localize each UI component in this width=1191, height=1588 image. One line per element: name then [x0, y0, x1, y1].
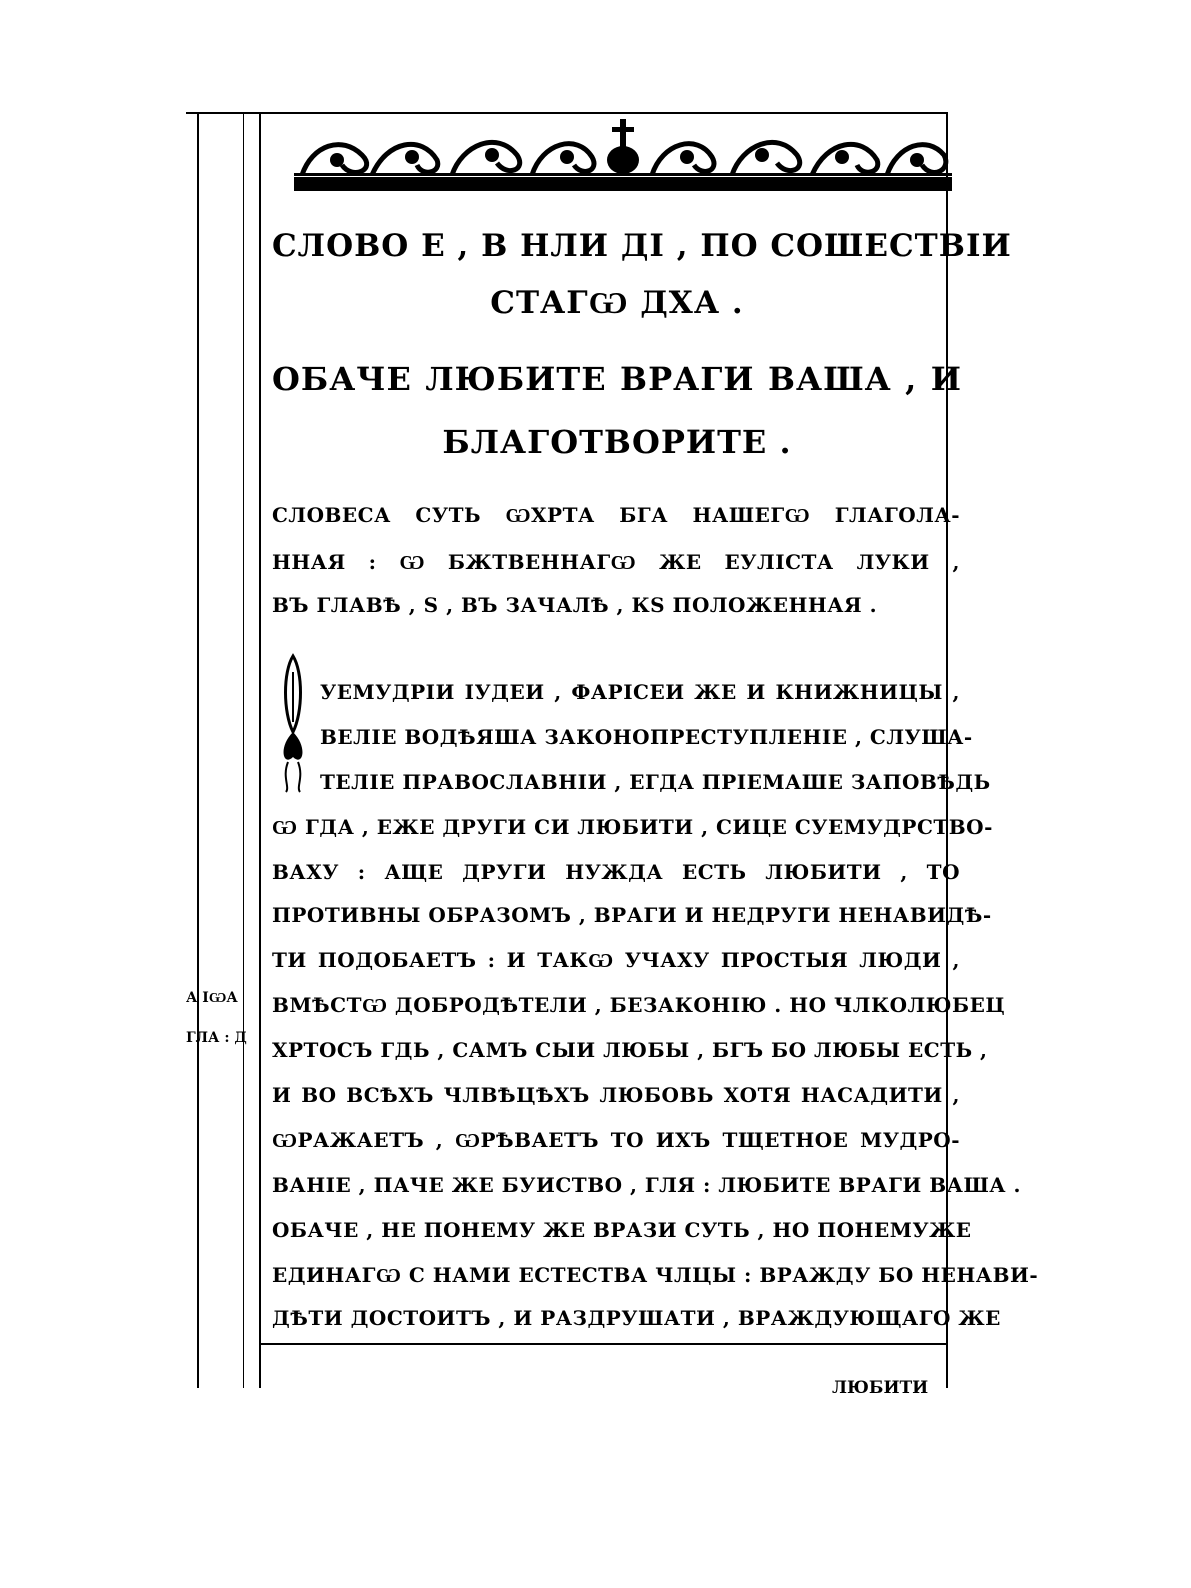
top-rule: [186, 112, 948, 114]
body-line: ТЕЛІЕ ПРАВОСЛАВНІИ , ЕГДА ПРІЕМАШЕ ЗАПОВѢДЬ: [320, 770, 991, 794]
outer-left-rule: [197, 113, 199, 1388]
body-line: ДѢТИ ДОСТОИТЪ , И РАЗДРУШАТИ , ВРАЖДУЮЩАГО ЖЕ: [272, 1306, 1001, 1330]
intro-line: СЛОВЕСА СУТЬ ѠХРТА БГА НАШЕГѠ ГЛАГОЛА-: [272, 503, 960, 527]
body-line: Ѡ ГДА , ЕЖЕ ДРУГИ СИ ЛЮБИТИ , СИЦЕ СУЕМУДРСТВО-: [272, 815, 993, 839]
body-line: ТИ ПОДОБАЕТЪ : И ТАКѠ УЧАХУ ПРОСТЫЯ ЛЮДИ ,: [272, 948, 960, 972]
body-line: ѠРАЖАЕТЪ , ѠРѢВАЕТЪ ТО ИХЪ ТЩЕТНОЕ МУДРО-: [272, 1128, 960, 1152]
body-line: ОБАЧЕ , НЕ ПОНЕМУ ЖЕ ВРАЗИ СУТЬ , НО ПОНЕМУЖЕ: [272, 1218, 972, 1242]
body-line: И ВО ВСѢХЪ ЧЛВѢЦѢХЪ ЛЮБОВЬ ХОТЯ НАСАДИТИ ,: [272, 1083, 960, 1107]
body-line: ВАХУ : АЩЕ ДРУГИ НУЖДА ЕСТЬ ЛЮБИТИ , ТО: [272, 860, 960, 884]
body-line: ВМѢСТѠ ДОБРОДѢТЕЛИ , БЕЗАКОНІЮ . НО ЧЛКОЛЮБЕЦ: [272, 993, 1006, 1017]
intro-line: ВЪ ГЛАВѢ , Ѕ , ВЪ ЗАЧАЛѢ , КЅ ПОЛОЖЕННАЯ .: [272, 593, 878, 617]
inner-left-rule-2: [243, 113, 244, 1388]
body-line: ХРТОСЪ ГДЬ , САМЪ СЫИ ЛЮБЫ , БГЪ БО ЛЮБЫ ЕСТЬ ,: [272, 1038, 988, 1062]
margin-reference-line-2: ГЛА : Д: [186, 1030, 247, 1046]
body-line: УЕМУДРІИ ІУДЕИ , ФАРІСЕИ ЖЕ И КНИЖНИЦЫ ,: [320, 680, 960, 704]
inner-left-rule: [259, 113, 261, 1388]
catchword: ЛЮБИТИ: [832, 1378, 929, 1398]
ornamental-headpiece: [292, 115, 954, 195]
margin-reference-line-1: А ІѠА: [186, 990, 238, 1006]
title-line-2: СТАГѠ ДХА .: [490, 285, 744, 321]
body-line: ПРОТИВНЫ ОБРАЗОМЪ , ВРАГИ И НЕДРУГИ НЕНАВИДѢ-: [272, 903, 992, 927]
title-line-1: СЛОВО Е , В НЛИ ДІ , ПО СОШЕСТВІИ: [272, 228, 1012, 264]
decorative-initial-icon: [278, 652, 308, 794]
subtitle-line-1: ОБАЧЕ ЛЮБИТЕ ВРАГИ ВАША , И: [272, 360, 962, 398]
body-line: ЕДИНАГѠ С НАМИ ЕСТЕСТВА ЧЛЦЫ : ВРАЖДУ БО НЕНАВИ-: [272, 1263, 1039, 1287]
body-line: ВЕЛІЕ ВОДѢЯША ЗАКОНОПРЕСТУПЛЕНІЕ , СЛУША-: [320, 725, 973, 749]
bottom-rule: [259, 1343, 948, 1345]
subtitle-line-2: БЛАГОТВОРИТЕ .: [442, 423, 792, 461]
body-line: ВАНІЕ , ПАЧЕ ЖЕ БУИСТВО , ГЛЯ : ЛЮБИТЕ ВРАГИ ВАША .: [272, 1173, 1022, 1197]
intro-line: ННАЯ : Ѡ БЖТВЕННАГѠ ЖЕ ЕУЛІСТА ЛУКИ ,: [272, 550, 960, 574]
